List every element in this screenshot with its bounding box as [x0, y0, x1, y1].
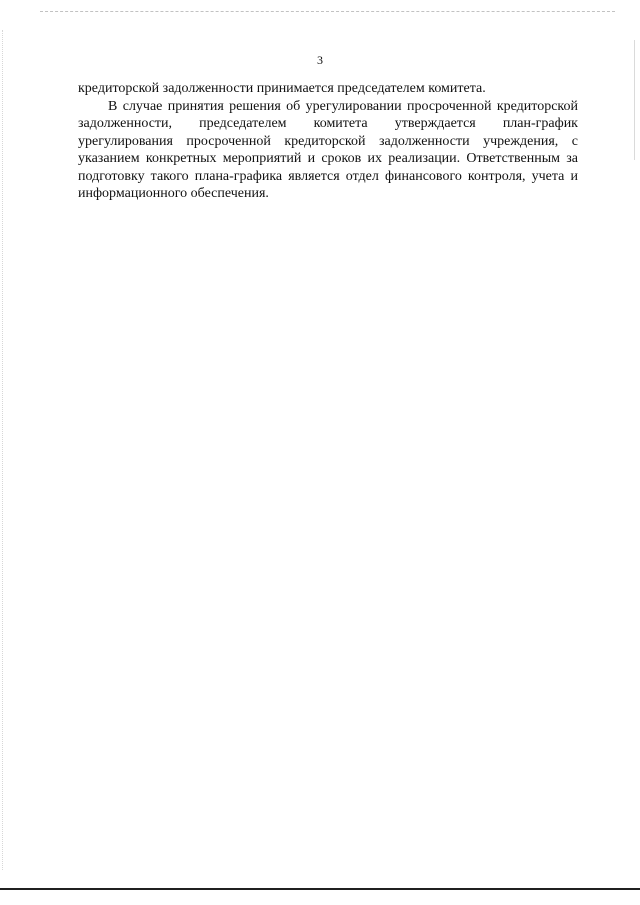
scan-edge-left — [2, 30, 3, 870]
paragraph-continuation: кредиторской задолженности принимается председателем комитета. — [78, 81, 486, 96]
scan-edge-top — [40, 11, 615, 12]
page-number: 3 — [317, 53, 323, 67]
paragraph-settlement-plan: В случае принятия решения об урегулировании просроченной кредиторской задолженности, председателем комитета утверждается план-график урегулирования просроченной кредиторской задолженности учреждения, с указанием конкретных мероприятий и сроков их реализации. Ответственным за подготовку такого плана-графика является отдел финансового контроля, учета и информационного обеспечения. — [78, 98, 578, 201]
document-body — [78, 80, 578, 203]
scan-edge-bottom — [0, 888, 640, 890]
